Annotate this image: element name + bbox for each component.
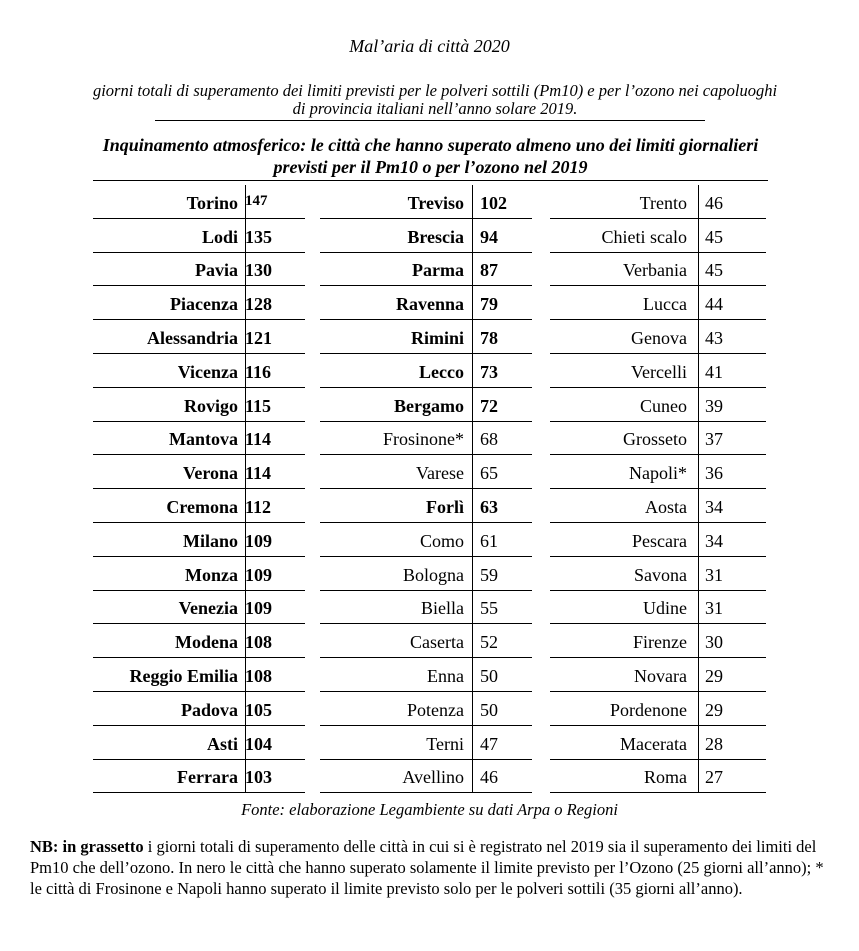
city-name: Milano (182, 530, 238, 551)
exceedance-days: 109 (245, 564, 272, 585)
city-name: Cuneo (640, 395, 687, 416)
table-row (93, 658, 305, 692)
city-name: Roma (644, 767, 687, 788)
table-row (320, 388, 532, 422)
table-row (320, 455, 532, 489)
document-subtitle: giorni totali di superamento dei limiti previsti per le polveri sottili (Pm10) e per l’ozono nei capoluoghi di provincia italiani nell’anno solare 2019. (92, 81, 778, 118)
exceedance-days: 36 (705, 463, 723, 484)
table-row (93, 455, 305, 489)
city-name: Reggio Emilia (129, 665, 238, 686)
exceedance-days: 29 (705, 665, 723, 686)
exceedance-days: 63 (480, 496, 498, 517)
exceedance-days: 31 (705, 598, 723, 619)
city-name: Genova (631, 327, 687, 348)
city-name: Ferrara (177, 767, 238, 788)
city-column-1 (93, 185, 305, 793)
city-name: Parma (412, 260, 464, 281)
exceedance-days: 68 (480, 429, 498, 450)
city-name: Alessandria (146, 327, 238, 348)
city-name: Forlì (426, 496, 464, 517)
exceedance-days: 135 (245, 226, 272, 247)
table-row (93, 422, 305, 456)
exceedance-days: 31 (705, 564, 723, 585)
table-row (320, 253, 532, 287)
exceedance-days: 59 (480, 564, 498, 585)
city-name: Terni (426, 733, 464, 754)
city-name: Lodi (201, 226, 238, 247)
exceedance-days: 55 (480, 598, 498, 619)
exceedance-days: 108 (245, 665, 272, 686)
exceedance-days: 72 (480, 395, 498, 416)
exceedance-days: 65 (480, 463, 498, 484)
table-row (550, 388, 766, 422)
document-title: Mal’aria di città 2020 (349, 36, 510, 56)
city-name: Venezia (178, 598, 238, 619)
city-name: Avellino (402, 767, 464, 788)
city-name: Bergamo (394, 395, 464, 416)
table-row (550, 591, 766, 625)
city-name: Frosinone* (383, 429, 464, 450)
table-row (550, 658, 766, 692)
exceedance-days: 128 (245, 294, 272, 315)
table-row (93, 489, 305, 523)
exceedance-days: 43 (705, 327, 723, 348)
city-name: Monza (185, 564, 238, 585)
table-row (550, 692, 766, 726)
table-row (93, 760, 305, 794)
exceedance-days: 114 (245, 463, 272, 484)
exceedance-days: 104 (245, 733, 272, 754)
exceedance-days: 108 (245, 632, 272, 653)
table-row (550, 489, 766, 523)
table-row (550, 320, 766, 354)
exceedance-days: 103 (245, 767, 272, 788)
city-name: Biella (421, 598, 464, 619)
table-row (93, 692, 305, 726)
exceedance-days: 87 (480, 260, 498, 281)
exceedance-days: 27 (705, 767, 723, 788)
table-row (93, 219, 305, 253)
footnote (30, 836, 835, 899)
city-name: Firenze (633, 632, 687, 653)
table-row (93, 591, 305, 625)
city-name: Padova (180, 699, 238, 720)
city-name: Verona (182, 463, 238, 484)
exceedance-days: 46 (480, 767, 498, 788)
city-name: Mantova (169, 429, 238, 450)
table-row (320, 557, 532, 591)
city-name: Savona (634, 564, 687, 585)
city-name: Napoli* (629, 463, 687, 484)
exceedance-days: 46 (705, 192, 723, 213)
city-column-3 (550, 185, 766, 793)
city-name: Caserta (410, 632, 464, 653)
column-3-divider (698, 185, 699, 793)
exceedance-days: 73 (480, 361, 498, 382)
city-name: Varese (416, 463, 464, 484)
exceedance-days: 28 (705, 733, 723, 754)
table-row (93, 253, 305, 287)
exceedance-days: 50 (480, 665, 498, 686)
city-name: Udine (643, 598, 687, 619)
city-name: Pavia (195, 260, 238, 281)
city-name: Modena (175, 632, 238, 653)
city-column-2 (320, 185, 532, 793)
city-name: Pordenone (610, 699, 687, 720)
city-name: Novara (634, 665, 687, 686)
table-row (320, 185, 532, 219)
city-name: Verbania (623, 260, 687, 281)
subtitle-underline (155, 120, 705, 121)
table-row (93, 523, 305, 557)
exceedance-days: 41 (705, 361, 723, 382)
table-row (93, 320, 305, 354)
exceedance-days: 29 (705, 699, 723, 720)
table-row (550, 557, 766, 591)
table-row (320, 726, 532, 760)
city-name: Aosta (645, 496, 687, 517)
exceedance-days: 34 (705, 496, 723, 517)
exceedance-days: 30 (705, 632, 723, 653)
source-caption: Fonte: elaborazione Legambiente su dati Arpa o Regioni (241, 800, 618, 819)
table-row (320, 286, 532, 320)
table-row (550, 286, 766, 320)
table-row (320, 489, 532, 523)
table-row (93, 185, 305, 219)
exceedance-days: 109 (245, 598, 272, 619)
exceedance-days: 115 (245, 395, 272, 416)
exceedance-days: 94 (480, 226, 498, 247)
city-name: Bologna (403, 564, 464, 585)
city-name: Torino (186, 192, 238, 213)
city-name: Rovigo (184, 395, 238, 416)
city-name: Grosseto (623, 429, 687, 450)
exceedance-days: 47 (480, 733, 498, 754)
exceedance-days: 105 (245, 699, 272, 720)
exceedance-days: 114 (245, 429, 272, 450)
table-row (320, 523, 532, 557)
city-name: Trento (639, 192, 687, 213)
table-row (550, 455, 766, 489)
city-name: Pescara (632, 530, 687, 551)
table-row (550, 185, 766, 219)
table-row (550, 422, 766, 456)
exceedance-days: 130 (245, 260, 272, 281)
exceedance-days: 45 (705, 260, 723, 281)
table-row (320, 354, 532, 388)
city-name: Brescia (407, 226, 464, 247)
exceedance-days: 44 (705, 294, 723, 315)
exceedance-days: 121 (245, 327, 272, 348)
exceedance-days: 102 (480, 192, 507, 213)
table-heading: Inquinamento atmosferico: le città che hanno superato almeno uno dei limiti giornalieri previsti per il Pm10 o per l’ozono nel 2019 (102, 135, 759, 177)
table-row (550, 760, 766, 794)
table-row (320, 760, 532, 794)
footnote-text: i giorni totali di superamento delle città in cui si è registrato nel 2019 sia il superamento dei limiti del Pm10 che dell’ozono. In nero le città che hanno superato solamente il limite previsto per l’Ozono (25 giorni all’anno); * le città di Frosinone e Napoli hanno superato il limite previsto solo per le polveri sottili (35 giorni all’anno). (30, 837, 824, 898)
exceedance-days: 39 (705, 395, 723, 416)
city-name: Cremona (166, 496, 238, 517)
city-name: Vercelli (631, 361, 687, 382)
table-row (550, 354, 766, 388)
exceedance-days: 61 (480, 530, 498, 551)
footnote-label: NB: in grassetto (30, 837, 144, 856)
table-row (320, 422, 532, 456)
heading-underline (93, 180, 768, 181)
table-row (550, 624, 766, 658)
exceedance-days: 52 (480, 632, 498, 653)
table-row (93, 557, 305, 591)
exceedance-days: 147 (245, 192, 268, 209)
table-row (320, 591, 532, 625)
city-name: Ravenna (395, 294, 464, 315)
table-row (93, 354, 305, 388)
city-name: Lecco (419, 361, 464, 382)
city-name: Como (419, 530, 464, 551)
table-row (550, 523, 766, 557)
city-name: Piacenza (170, 294, 238, 315)
table-row (93, 286, 305, 320)
table-row (93, 726, 305, 760)
table-row (550, 219, 766, 253)
city-name: Chieti scalo (601, 226, 687, 247)
table-row (93, 388, 305, 422)
city-name: Asti (207, 733, 238, 754)
table-row (550, 253, 766, 287)
exceedance-days: 37 (705, 429, 723, 450)
city-name: Enna (427, 665, 464, 686)
exceedance-days: 79 (480, 294, 498, 315)
city-name: Lucca (643, 294, 687, 315)
table-row (320, 658, 532, 692)
table-row (320, 624, 532, 658)
city-name: Potenza (407, 699, 464, 720)
city-name: Treviso (407, 192, 464, 213)
exceedance-days: 112 (245, 496, 272, 517)
table-row (320, 692, 532, 726)
exceedance-days: 50 (480, 699, 498, 720)
city-name: Rimini (410, 327, 464, 348)
exceedance-days: 34 (705, 530, 723, 551)
table-row (320, 219, 532, 253)
exceedance-days: 45 (705, 226, 723, 247)
table-row (320, 320, 532, 354)
city-name: Macerata (620, 733, 687, 754)
exceedance-days: 116 (245, 361, 272, 382)
table-row (93, 624, 305, 658)
table-row (550, 726, 766, 760)
city-name: Vicenza (177, 361, 238, 382)
exceedance-days: 109 (245, 530, 272, 551)
column-2-divider (472, 185, 473, 793)
column-1-divider (245, 185, 246, 793)
exceedance-days: 78 (480, 327, 498, 348)
